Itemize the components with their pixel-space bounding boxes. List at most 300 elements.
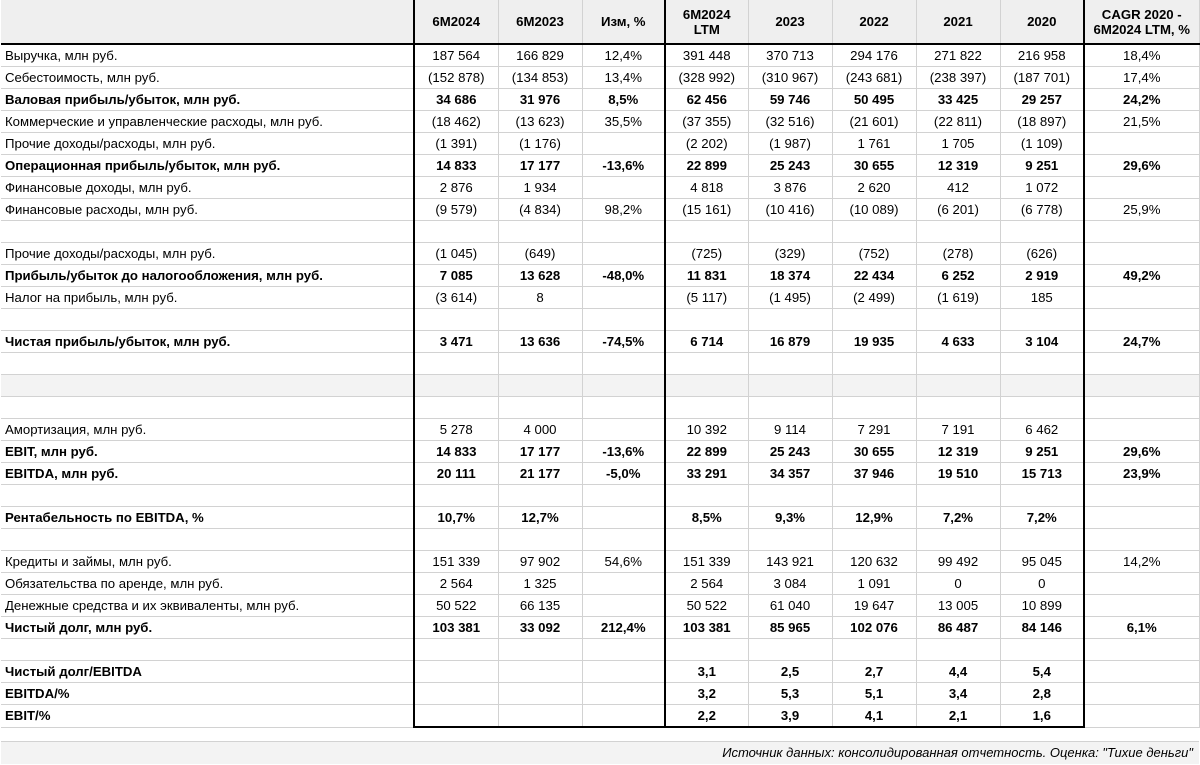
table-cell — [748, 375, 832, 397]
row-label — [1, 375, 414, 397]
table-cell — [582, 419, 665, 441]
table-body — [1, 44, 1199, 727]
table-cell: (32 516) — [748, 111, 832, 133]
table-cell — [1000, 221, 1084, 243]
table-cell: 21 177 — [498, 463, 582, 485]
table-cell: (725) — [665, 243, 748, 265]
table-row — [1, 243, 1199, 265]
table-row — [1, 155, 1199, 177]
table-cell — [1084, 133, 1199, 155]
table-cell: 33 425 — [916, 89, 1000, 111]
table-row — [1, 551, 1199, 573]
table-cell: (18 897) — [1000, 111, 1084, 133]
table-cell: 2 919 — [1000, 265, 1084, 287]
row-label: Рентабельность по EBITDA, % — [1, 507, 414, 529]
table-cell — [916, 375, 1000, 397]
table-cell: 1 705 — [916, 133, 1000, 155]
table-cell: -5,0% — [582, 463, 665, 485]
table-cell: (649) — [498, 243, 582, 265]
table-cell: 20 111 — [414, 463, 498, 485]
table-cell: 30 655 — [832, 441, 916, 463]
column-header: 6М2023 — [498, 0, 582, 44]
table-row — [1, 375, 1199, 397]
table-cell: 102 076 — [832, 617, 916, 639]
table-cell — [832, 309, 916, 331]
table-cell: 50 495 — [832, 89, 916, 111]
table-cell — [832, 639, 916, 661]
table-cell: (2 499) — [832, 287, 916, 309]
table-cell: (13 623) — [498, 111, 582, 133]
table-cell — [582, 287, 665, 309]
table-cell — [414, 485, 498, 507]
table-row — [1, 177, 1199, 199]
table-cell — [582, 507, 665, 529]
table-cell — [414, 309, 498, 331]
row-label — [1, 353, 414, 375]
table-cell: 6,1% — [1084, 617, 1199, 639]
row-label: Чистый долг, млн руб. — [1, 617, 414, 639]
row-label: Коммерческие и управленческие расходы, млн руб. — [1, 111, 414, 133]
table-cell — [582, 133, 665, 155]
table-row — [1, 507, 1199, 529]
table-cell: 151 339 — [665, 551, 748, 573]
table-cell: 7 085 — [414, 265, 498, 287]
table-cell — [1084, 309, 1199, 331]
table-cell: 17 177 — [498, 441, 582, 463]
table-cell — [665, 529, 748, 551]
table-cell — [748, 353, 832, 375]
table-cell: 29,6% — [1084, 155, 1199, 177]
table-cell: 4 000 — [498, 419, 582, 441]
table-cell: 1 761 — [832, 133, 916, 155]
table-cell — [498, 221, 582, 243]
table-cell: 3 084 — [748, 573, 832, 595]
table-row — [1, 573, 1199, 595]
table-cell: 31 976 — [498, 89, 582, 111]
table-cell: 3 104 — [1000, 331, 1084, 353]
table-cell: 35,5% — [582, 111, 665, 133]
table-cell — [1084, 375, 1199, 397]
table-cell: 5,4 — [1000, 661, 1084, 683]
table-cell: 11 831 — [665, 265, 748, 287]
table-cell: 95 045 — [1000, 551, 1084, 573]
table-cell: 12,9% — [832, 507, 916, 529]
table-cell: 19 935 — [832, 331, 916, 353]
table-cell — [582, 375, 665, 397]
table-cell — [832, 485, 916, 507]
table-cell: 49,2% — [1084, 265, 1199, 287]
table-row — [1, 67, 1199, 89]
table-cell: 2,7 — [832, 661, 916, 683]
table-cell: 1 091 — [832, 573, 916, 595]
row-label: Чистый долг/EBITDA — [1, 661, 414, 683]
table-cell: 14 833 — [414, 155, 498, 177]
table-cell: 33 291 — [665, 463, 748, 485]
table-cell: 4,4 — [916, 661, 1000, 683]
table-cell — [1000, 639, 1084, 661]
table-cell: (310 967) — [748, 67, 832, 89]
table-cell: 4,1 — [832, 705, 916, 728]
table-cell: 9 251 — [1000, 441, 1084, 463]
table-cell — [1000, 353, 1084, 375]
table-cell — [414, 661, 498, 683]
row-label: Денежные средства и их эквиваленты, млн руб. — [1, 595, 414, 617]
table-cell: 1 325 — [498, 573, 582, 595]
table-cell: 2 564 — [414, 573, 498, 595]
table-cell: 59 746 — [748, 89, 832, 111]
table-cell: 21,5% — [1084, 111, 1199, 133]
table-cell: 10 392 — [665, 419, 748, 441]
table-cell: 7,2% — [916, 507, 1000, 529]
table-cell: -13,6% — [582, 155, 665, 177]
table-cell: 19 510 — [916, 463, 1000, 485]
table-cell: 0 — [1000, 573, 1084, 595]
table-cell: 166 829 — [498, 44, 582, 67]
table-cell: (9 579) — [414, 199, 498, 221]
table-cell: 8,5% — [582, 89, 665, 111]
table-cell: 2 620 — [832, 177, 916, 199]
table-cell: 25,9% — [1084, 199, 1199, 221]
source-footer — [1, 741, 1199, 764]
table-cell: 8,5% — [665, 507, 748, 529]
column-header: 6М2024 — [414, 0, 498, 44]
table-cell: 6 252 — [916, 265, 1000, 287]
table-cell: 19 647 — [832, 595, 916, 617]
table-cell: 14 833 — [414, 441, 498, 463]
row-label: Прибыль/убыток до налогообложения, млн руб. — [1, 265, 414, 287]
table-cell — [414, 683, 498, 705]
table-cell: (18 462) — [414, 111, 498, 133]
column-header: 6М2024 LTM — [665, 0, 748, 44]
column-header: 2020 — [1000, 0, 1084, 44]
table-cell — [1084, 221, 1199, 243]
table-cell — [582, 485, 665, 507]
table-cell — [414, 397, 498, 419]
table-cell: 18 374 — [748, 265, 832, 287]
row-label: Обязательства по аренде, млн руб. — [1, 573, 414, 595]
table-row — [1, 485, 1199, 507]
table-cell: 2,5 — [748, 661, 832, 683]
table-cell — [916, 397, 1000, 419]
table-cell — [665, 375, 748, 397]
table-cell: 8 — [498, 287, 582, 309]
table-cell — [582, 705, 665, 728]
table-row — [1, 265, 1199, 287]
table-cell: 271 822 — [916, 44, 1000, 67]
column-header: 2023 — [748, 0, 832, 44]
table-cell: (1 391) — [414, 133, 498, 155]
table-cell: 66 135 — [498, 595, 582, 617]
table-cell: 84 146 — [1000, 617, 1084, 639]
table-cell — [916, 309, 1000, 331]
table-cell: 18,4% — [1084, 44, 1199, 67]
table-cell: 294 176 — [832, 44, 916, 67]
table-cell: 2 876 — [414, 177, 498, 199]
table-cell: 5,3 — [748, 683, 832, 705]
table-cell: (37 355) — [665, 111, 748, 133]
table-cell: (134 853) — [498, 67, 582, 89]
table-row — [1, 309, 1199, 331]
table-cell — [582, 683, 665, 705]
table-cell: 24,7% — [1084, 331, 1199, 353]
row-label — [1, 485, 414, 507]
table-cell — [832, 397, 916, 419]
table-cell — [665, 397, 748, 419]
table-cell — [832, 221, 916, 243]
table-row — [1, 133, 1199, 155]
table-cell: 5 278 — [414, 419, 498, 441]
table-row — [1, 353, 1199, 375]
table-cell — [665, 309, 748, 331]
table-cell — [1084, 573, 1199, 595]
table-cell: 33 092 — [498, 617, 582, 639]
table-cell — [582, 661, 665, 683]
table-cell: 4 633 — [916, 331, 1000, 353]
table-cell: 54,6% — [582, 551, 665, 573]
table-cell — [748, 639, 832, 661]
table-cell: (6 201) — [916, 199, 1000, 221]
table-cell: (21 601) — [832, 111, 916, 133]
table-cell: -48,0% — [582, 265, 665, 287]
table-row — [1, 287, 1199, 309]
table-cell: 17 177 — [498, 155, 582, 177]
row-label: Прочие доходы/расходы, млн руб. — [1, 243, 414, 265]
table-row — [1, 705, 1199, 728]
table-cell — [498, 683, 582, 705]
table-cell: 9 114 — [748, 419, 832, 441]
table-cell — [1084, 177, 1199, 199]
table-row — [1, 639, 1199, 661]
table-cell: 391 448 — [665, 44, 748, 67]
table-cell: 103 381 — [665, 617, 748, 639]
table-cell: (187 701) — [1000, 67, 1084, 89]
table-cell — [582, 573, 665, 595]
table-cell — [582, 221, 665, 243]
table-cell — [916, 221, 1000, 243]
table-cell — [916, 485, 1000, 507]
table-cell: 98,2% — [582, 199, 665, 221]
table-cell: 10 899 — [1000, 595, 1084, 617]
table-cell: 3 876 — [748, 177, 832, 199]
table-cell: (1 109) — [1000, 133, 1084, 155]
table-cell — [1084, 353, 1199, 375]
table-cell — [582, 397, 665, 419]
table-cell: (626) — [1000, 243, 1084, 265]
table-cell — [582, 353, 665, 375]
table-cell: (10 416) — [748, 199, 832, 221]
table-cell: 61 040 — [748, 595, 832, 617]
row-label: Выручка, млн руб. — [1, 44, 414, 67]
table-cell — [582, 177, 665, 199]
row-label: EBITDA/% — [1, 683, 414, 705]
table-cell: (1 045) — [414, 243, 498, 265]
row-label: Себестоимость, млн руб. — [1, 67, 414, 89]
table-cell: 9,3% — [748, 507, 832, 529]
table-cell: 22 434 — [832, 265, 916, 287]
table-cell: (10 089) — [832, 199, 916, 221]
table-cell: 7 291 — [832, 419, 916, 441]
table-cell: 3,2 — [665, 683, 748, 705]
table-cell: 23,9% — [1084, 463, 1199, 485]
table-cell: 25 243 — [748, 155, 832, 177]
header-label-cell — [1, 0, 414, 44]
table-cell — [498, 397, 582, 419]
table-cell: 86 487 — [916, 617, 1000, 639]
table-cell — [916, 353, 1000, 375]
table-row — [1, 331, 1199, 353]
table-row — [1, 397, 1199, 419]
table-cell: (152 878) — [414, 67, 498, 89]
table-cell: 212,4% — [582, 617, 665, 639]
table-cell — [582, 529, 665, 551]
table-cell: 97 902 — [498, 551, 582, 573]
table-cell: 143 921 — [748, 551, 832, 573]
table-cell: (329) — [748, 243, 832, 265]
column-header: CAGR 2020 - 6М2024 LTM, % — [1084, 0, 1199, 44]
table-cell — [665, 485, 748, 507]
table-cell: 2 564 — [665, 573, 748, 595]
table-cell: 412 — [916, 177, 1000, 199]
table-cell — [498, 375, 582, 397]
table-cell: 103 381 — [414, 617, 498, 639]
table-cell — [832, 529, 916, 551]
table-cell: 15 713 — [1000, 463, 1084, 485]
table-cell — [1084, 595, 1199, 617]
table-cell: (243 681) — [832, 67, 916, 89]
table-cell: 29,6% — [1084, 441, 1199, 463]
table-cell: 1 072 — [1000, 177, 1084, 199]
table-header — [1, 0, 1199, 44]
row-label — [1, 529, 414, 551]
row-label — [1, 221, 414, 243]
table-cell — [1084, 639, 1199, 661]
row-label: Кредиты и займы, млн руб. — [1, 551, 414, 573]
table-cell: 85 965 — [748, 617, 832, 639]
row-label: EBIT, млн руб. — [1, 441, 414, 463]
table-cell: 34 357 — [748, 463, 832, 485]
table-cell: (1 176) — [498, 133, 582, 155]
table-cell: 0 — [916, 573, 1000, 595]
table-cell — [665, 221, 748, 243]
table-cell: 3,9 — [748, 705, 832, 728]
table-cell — [498, 485, 582, 507]
table-row — [1, 44, 1199, 67]
table-cell: 2,1 — [916, 705, 1000, 728]
table-cell: 4 818 — [665, 177, 748, 199]
table-cell: (328 992) — [665, 67, 748, 89]
table-cell — [414, 529, 498, 551]
table-cell — [1084, 529, 1199, 551]
table-cell: 12 319 — [916, 441, 1000, 463]
table-cell: 25 243 — [748, 441, 832, 463]
table-cell: (2 202) — [665, 133, 748, 155]
table-cell: 6 462 — [1000, 419, 1084, 441]
row-label: Чистая прибыль/убыток, млн руб. — [1, 331, 414, 353]
table-cell — [498, 705, 582, 728]
table-cell: 50 522 — [414, 595, 498, 617]
table-cell — [748, 485, 832, 507]
row-label: EBITDA, млн руб. — [1, 463, 414, 485]
table-cell — [748, 309, 832, 331]
table-cell: (1 987) — [748, 133, 832, 155]
table-row — [1, 595, 1199, 617]
table-cell — [1084, 683, 1199, 705]
table-cell: 7,2% — [1000, 507, 1084, 529]
table-cell — [582, 595, 665, 617]
table-cell: (15 161) — [665, 199, 748, 221]
row-label: Финансовые расходы, млн руб. — [1, 199, 414, 221]
table-cell: (238 397) — [916, 67, 1000, 89]
row-label — [1, 397, 414, 419]
table-cell — [498, 353, 582, 375]
table-cell: 14,2% — [1084, 551, 1199, 573]
table-row — [1, 661, 1199, 683]
table-cell: 187 564 — [414, 44, 498, 67]
table-cell — [1000, 375, 1084, 397]
table-cell — [414, 221, 498, 243]
table-cell — [498, 309, 582, 331]
financial-table — [1, 0, 1200, 728]
row-label: Финансовые доходы, млн руб. — [1, 177, 414, 199]
table-cell — [1000, 309, 1084, 331]
table-row — [1, 221, 1199, 243]
table-cell — [498, 661, 582, 683]
table-cell — [1084, 243, 1199, 265]
table-cell: 151 339 — [414, 551, 498, 573]
table-cell: 1 934 — [498, 177, 582, 199]
table-cell: (1 495) — [748, 287, 832, 309]
table-cell — [1000, 397, 1084, 419]
table-cell — [1084, 507, 1199, 529]
table-cell — [498, 529, 582, 551]
table-row — [1, 529, 1199, 551]
table-cell: 16 879 — [748, 331, 832, 353]
table-cell — [748, 529, 832, 551]
row-label: Налог на прибыль, млн руб. — [1, 287, 414, 309]
table-cell — [1084, 661, 1199, 683]
table-cell — [1084, 705, 1199, 728]
row-label: EBIT/% — [1, 705, 414, 728]
table-cell — [498, 639, 582, 661]
table-cell: 9 251 — [1000, 155, 1084, 177]
table-cell: 7 191 — [916, 419, 1000, 441]
table-row — [1, 683, 1199, 705]
table-cell: 34 686 — [414, 89, 498, 111]
table-cell: (22 811) — [916, 111, 1000, 133]
row-label: Операционная прибыль/убыток, млн руб. — [1, 155, 414, 177]
table-row — [1, 617, 1199, 639]
table-cell: 50 522 — [665, 595, 748, 617]
table-cell: 13 005 — [916, 595, 1000, 617]
table-cell: 30 655 — [832, 155, 916, 177]
table-cell: -13,6% — [582, 441, 665, 463]
table-cell: 12 319 — [916, 155, 1000, 177]
table-cell: (1 619) — [916, 287, 1000, 309]
table-cell — [1084, 397, 1199, 419]
table-cell — [582, 639, 665, 661]
row-label — [1, 639, 414, 661]
table-cell: 1,6 — [1000, 705, 1084, 728]
table-cell: 185 — [1000, 287, 1084, 309]
table-cell — [582, 243, 665, 265]
column-header: 2021 — [916, 0, 1000, 44]
table-cell: 12,4% — [582, 44, 665, 67]
table-cell: 216 958 — [1000, 44, 1084, 67]
table-cell — [832, 375, 916, 397]
table-cell: 120 632 — [832, 551, 916, 573]
table-cell: 13 636 — [498, 331, 582, 353]
table-cell — [748, 221, 832, 243]
